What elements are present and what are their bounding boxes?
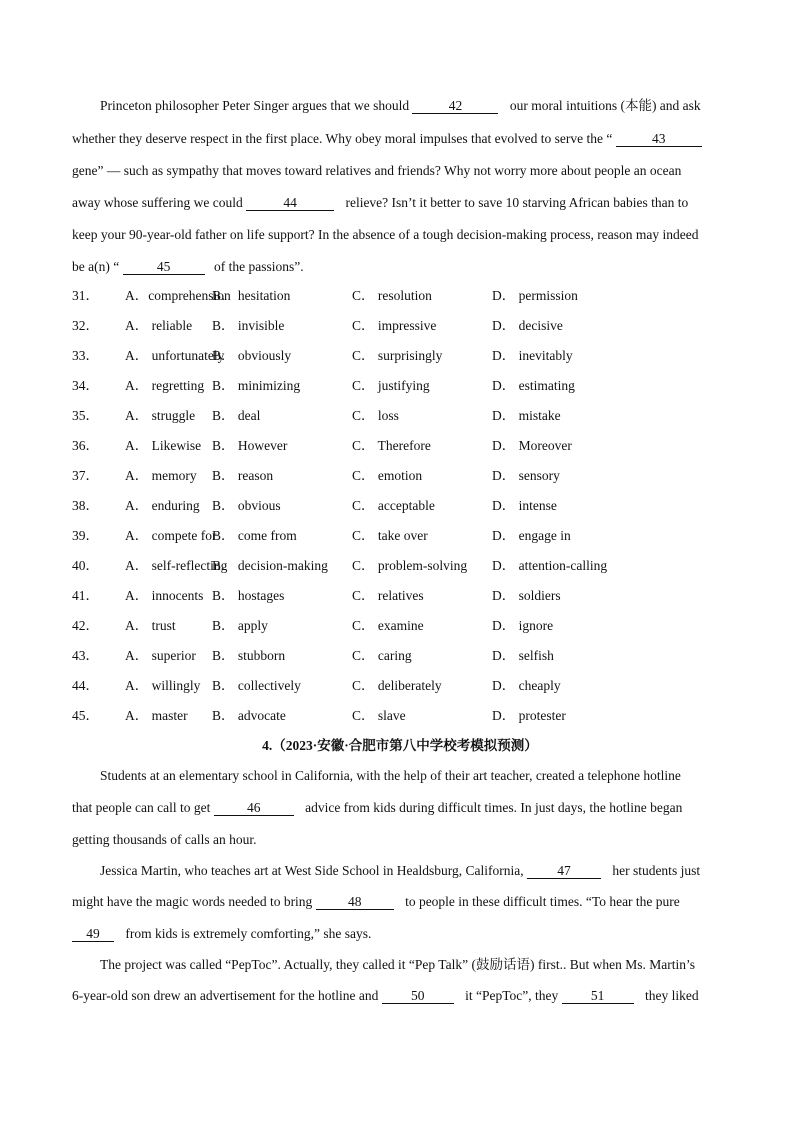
option-d[interactable]: D． intense <box>492 498 557 513</box>
option-b[interactable]: B． hesitation <box>212 288 291 303</box>
option-c[interactable]: C． justifying <box>352 378 430 393</box>
option-c[interactable]: C． deliberately <box>352 678 442 693</box>
section-heading: 4.（2023·安徽·合肥市第八中学校考模拟预测） <box>262 738 538 753</box>
passage1-line-5: keep your 90-year-old father on life support? In the absence of a tough decision-making process, reason may indeed <box>72 227 699 242</box>
option-d[interactable]: D． cheaply <box>492 678 561 693</box>
option-a[interactable]: A． memory <box>125 468 197 483</box>
option-b[interactable]: B． obviously <box>212 348 292 363</box>
passage1-line-6: be a(n) “ 45 of the passions”. <box>72 259 304 274</box>
option-c[interactable]: C． surprisingly <box>352 348 443 363</box>
passage2-line-8: 6-year-old son drew an advertisement for the hotline and 50 it “PepToc”, they 51 they liked <box>72 988 699 1003</box>
passage1-line-2: whether they deserve respect in the first place. Why obey moral impulses that evolved to serve the “ 43 <box>72 131 728 147</box>
option-c[interactable]: C． slave <box>352 708 406 723</box>
option-a[interactable]: A． superior <box>125 648 196 663</box>
option-a[interactable]: A． unfortunately <box>125 348 225 363</box>
option-b[interactable]: B． deal <box>212 408 261 423</box>
blank-45[interactable]: 45 <box>123 259 205 275</box>
passage2-line-2: that people can call to get 46 advice from kids during difficult times. In just days, the hotline began <box>72 800 683 815</box>
passage1-line-3: gene” — such as sympathy that moves toward relatives and friends? Why not worry more about people an ocean <box>72 163 682 178</box>
option-b[interactable]: B． invisible <box>212 318 285 333</box>
option-b[interactable]: B． However <box>212 438 288 453</box>
option-c[interactable]: C． caring <box>352 648 412 663</box>
passage2-line-5: might have the magic words needed to bring 48 to people in these difficult times. “To hear the pure <box>72 894 680 909</box>
option-c[interactable]: C． emotion <box>352 468 423 483</box>
blank-44[interactable]: 44 <box>246 195 334 211</box>
blank-43[interactable]: 43 <box>616 131 702 147</box>
option-c[interactable]: C． take over <box>352 528 428 543</box>
option-d[interactable]: D． Moreover <box>492 438 572 453</box>
option-d[interactable]: D． estimating <box>492 378 575 393</box>
option-a[interactable]: A． struggle <box>125 408 196 423</box>
passage2-line-7: The project was called “PepToc”. Actually, they called it “Pep Talk” (鼓励话语) first.. But when Ms. Martin’s <box>100 957 695 972</box>
passage2-line-4: Jessica Martin, who teaches art at West Side School in Healdsburg, California, 47 her students just <box>100 863 701 878</box>
option-d[interactable]: D． protester <box>492 708 566 723</box>
option-a[interactable]: A． regretting <box>125 378 205 393</box>
option-c[interactable]: C． problem-solving <box>352 558 468 573</box>
option-a[interactable]: A． Likewise <box>125 438 202 453</box>
passage1-line-4: away whose suffering we could 44 relieve? Isn’t it better to save 10 starving African babies than to <box>72 195 689 210</box>
passage2-line-3: getting thousands of calls an hour. <box>72 832 257 847</box>
option-b[interactable]: B． obvious <box>212 498 281 513</box>
option-a[interactable]: A． master <box>125 708 188 723</box>
option-b[interactable]: B． stubborn <box>212 648 286 663</box>
blank-48[interactable]: 48 <box>316 894 394 910</box>
option-b[interactable]: B． come from <box>212 528 297 543</box>
option-a[interactable]: A． enduring <box>125 498 200 513</box>
option-b[interactable]: B． collectively <box>212 678 301 693</box>
option-d[interactable]: D． decisive <box>492 318 563 333</box>
passage2-line-6: 49 from kids is extremely comforting,” she says. <box>72 926 728 942</box>
option-b[interactable]: B． apply <box>212 618 268 633</box>
option-c[interactable]: C． resolution <box>352 288 432 303</box>
option-d[interactable]: D． sensory <box>492 468 560 483</box>
passage1-line-1: Princeton philosopher Peter Singer argues that we should 42 our moral intuitions (本能) and ask <box>100 98 701 113</box>
option-b[interactable]: B． hostages <box>212 588 285 603</box>
option-c[interactable]: C． loss <box>352 408 399 423</box>
passage2-line-1: Students at an elementary school in California, with the help of their art teacher, created a telephone hotline <box>100 768 681 783</box>
option-d[interactable]: D． attention-calling <box>492 558 608 573</box>
option-c[interactable]: C． impressive <box>352 318 437 333</box>
option-d[interactable]: D． soldiers <box>492 588 561 603</box>
option-a[interactable]: A． compete for <box>125 528 217 543</box>
option-d[interactable]: D． engage in <box>492 528 571 543</box>
option-d[interactable]: D． ignore <box>492 618 554 633</box>
option-c[interactable]: C． relatives <box>352 588 424 603</box>
blank-49[interactable]: 49 <box>72 926 114 942</box>
option-d[interactable]: D． selfish <box>492 648 554 663</box>
option-c[interactable]: C． Therefore <box>352 438 431 453</box>
option-c[interactable]: C． examine <box>352 618 424 633</box>
option-a[interactable]: A． trust <box>125 618 176 633</box>
blank-46[interactable]: 46 <box>214 800 294 816</box>
option-a[interactable]: A． self-reflecting <box>125 558 228 573</box>
option-d[interactable]: D． inevitably <box>492 348 573 363</box>
option-b[interactable]: B． reason <box>212 468 274 483</box>
document-page: Princeton philosopher Peter Singer argues that we should 42 our moral intuitions (本能) and ask whether they deserve respect in the first place. Why obey moral impulses that evolved to serve the “ 43 gene” — such as sympathy that moves toward relatives and friends? Why not worry more about people an ocean away whose suffering we could 44 relieve? Isn’t it better to save 10 starving African babies than to keep your 90-year-old father on life support? In the absence of a tough decision-making process, reason may indeed be a(n) “ 45 of the passions”. 31． A．comprehension B． hesitation C． resolution D． permission 32． A． reliable B． invisible C． impressive D． decisive 33． A． unfortunately B． obviously C． surprisingly D． inevitably 34． A． regretting B． minimizing C． justifying D． estimating 35． A． struggle B． deal C． loss D． mistake 36． A． Likewise B． However C． Therefore D． Moreover 37． A． memory B． reason C． emotion D． sensory 38． A． enduring B． obvious C． acceptable D． intense 39． A． compete for B． come from C． take over D． engage in 40． A． self-reflecting B． decision-making C． problem-solving D． attention-calling 41． A． innocents B． hostages C． relatives D． soldiers 42． A． trust B． apply C． examine D． ignore 43． A． superior B． stubborn C． caring D． selfish 44． A． willingly B． collectively C． deliberately D． cheaply 45． A． master B． advocate C． slave D． protester 4.（2023·安徽·合肥市第八中学校考模拟预测） Students at an elementary school in California, with the help of their art teacher, created a telephone hotline that people can call to get 46 advice from kids during difficult times. In just days, the hotline began getting thousands of calls an hour. Jessica Martin, who teaches art at West Side School in Healdsburg, California, 47 her students just might have the magic words needed to bring 48 to people in these difficult times. “To hear the pure 49 from kids is extremely comforting,” she says. The project was called “PepToc”. Actually, they called it “Pep Talk” (鼓励话语) first.. But when Ms. Martin’s 6-year-old son drew an advertisement for the hotline and 50 it “PepToc”, they 51 they liked <box>0 0 800 1132</box>
option-d[interactable]: D． permission <box>492 288 578 303</box>
option-a[interactable]: A． reliable <box>125 318 193 333</box>
blank-42[interactable]: 42 <box>412 98 498 114</box>
option-b[interactable]: B． minimizing <box>212 378 301 393</box>
blank-50[interactable]: 50 <box>382 988 454 1004</box>
blank-51[interactable]: 51 <box>562 988 634 1004</box>
option-b[interactable]: B． advocate <box>212 708 286 723</box>
option-a[interactable]: A． innocents <box>125 588 204 603</box>
option-a[interactable]: A． willingly <box>125 678 201 693</box>
option-a[interactable]: A．comprehension <box>125 288 231 303</box>
option-c[interactable]: C． acceptable <box>352 498 435 513</box>
blank-47[interactable]: 47 <box>527 863 601 879</box>
option-b[interactable]: B． decision-making <box>212 558 328 573</box>
option-d[interactable]: D． mistake <box>492 408 561 423</box>
